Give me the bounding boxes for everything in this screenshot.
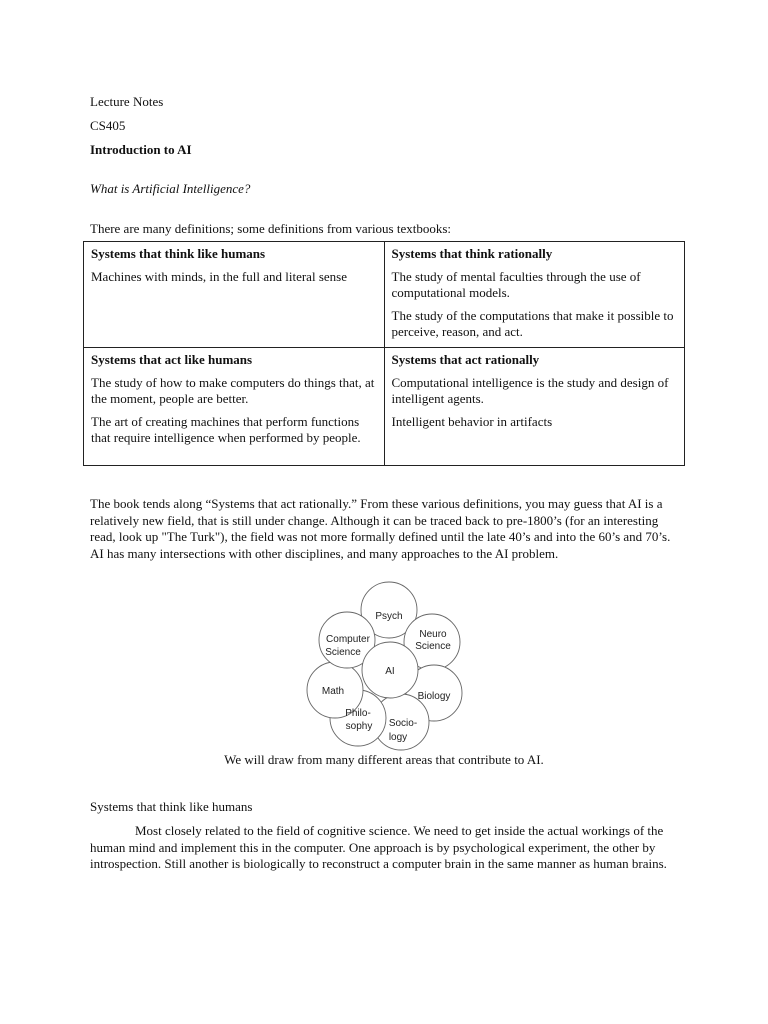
question-heading: What is Artificial Intelligence? (90, 181, 251, 196)
cell-heading: Systems that act rationally (391, 352, 540, 367)
definitions-table (83, 241, 685, 466)
table-cell-think-rationally (384, 242, 685, 348)
table-cell-act-rationally (384, 348, 685, 466)
lecture-notes-label: Lecture Notes (90, 94, 164, 109)
computer-science-label: Science (325, 647, 361, 658)
neuro-label: Neuro (419, 629, 447, 640)
ai-disciplines-diagram (300, 580, 470, 752)
computer-label: Computer (326, 634, 370, 645)
cell-text: The study of the computations that make it possible to perceive, reason, and act. (391, 308, 674, 339)
cell-heading: Systems that think rationally (391, 246, 553, 261)
psych-label: Psych (375, 611, 403, 622)
cell-text: The study of how to make computers do things that, at the moment, people are better. (91, 375, 375, 406)
neuro-science-label: Science (415, 641, 451, 652)
course-code: CS405 (90, 118, 126, 133)
table-cell-think-humans (84, 242, 385, 348)
biology-label: Biology (417, 691, 451, 702)
cell-text: The art of creating machines that perform functions that require intelligence when performed by people. (91, 414, 361, 445)
diagram-caption: We will draw from many different areas that contribute to AI. (224, 752, 544, 767)
cell-heading: Systems that think like humans (91, 246, 266, 261)
cell-text: Machines with minds, in the full and literal sense (91, 269, 347, 284)
table-cell-act-humans (84, 348, 385, 466)
document-title: Introduction to AI (90, 142, 192, 157)
cell-text: Intelligent behavior in artifacts (391, 414, 553, 429)
cell-text: Computational intelligence is the study and design of intelligent agents. (391, 375, 669, 406)
section-heading: Systems that think like humans (90, 799, 253, 814)
table-row (84, 242, 685, 348)
body-paragraph-1: The book tends along “Systems that act rationally.” From these various definitions, you may guess that AI is a relatively new field, that is still under change. Although it can be traced back to pre-1800’s (for an interesting read, look up "The Turk"), the field was not more formally defined until the late 40’s and into the 60’s and 70’s. AI has many intersections with other disciplines, and many approaches to the AI problem. (90, 496, 671, 561)
ai-label: AI (385, 666, 395, 677)
body-paragraph-2: Most closely related to the field of cognitive science. We need to get inside the actual workings of the human mind and implement this in the computer. One approach is by psychological experiment, the other by introspection. Still another is biologically to reconstruct a computer brain in the same manner as human brains. (90, 823, 667, 871)
cell-heading: Systems that act like humans (91, 352, 253, 367)
math-label: Math (321, 686, 345, 697)
table-row (84, 348, 685, 466)
sophy-label: sophy (345, 721, 373, 732)
intro-text: There are many definitions; some definitions from various textbooks: (90, 221, 452, 236)
cell-text: The study of mental faculties through the use of computational models. (391, 269, 641, 300)
socio-label: Socio- (388, 718, 418, 729)
philo-label: Philo- (345, 708, 371, 719)
logy-label: logy (388, 732, 408, 743)
